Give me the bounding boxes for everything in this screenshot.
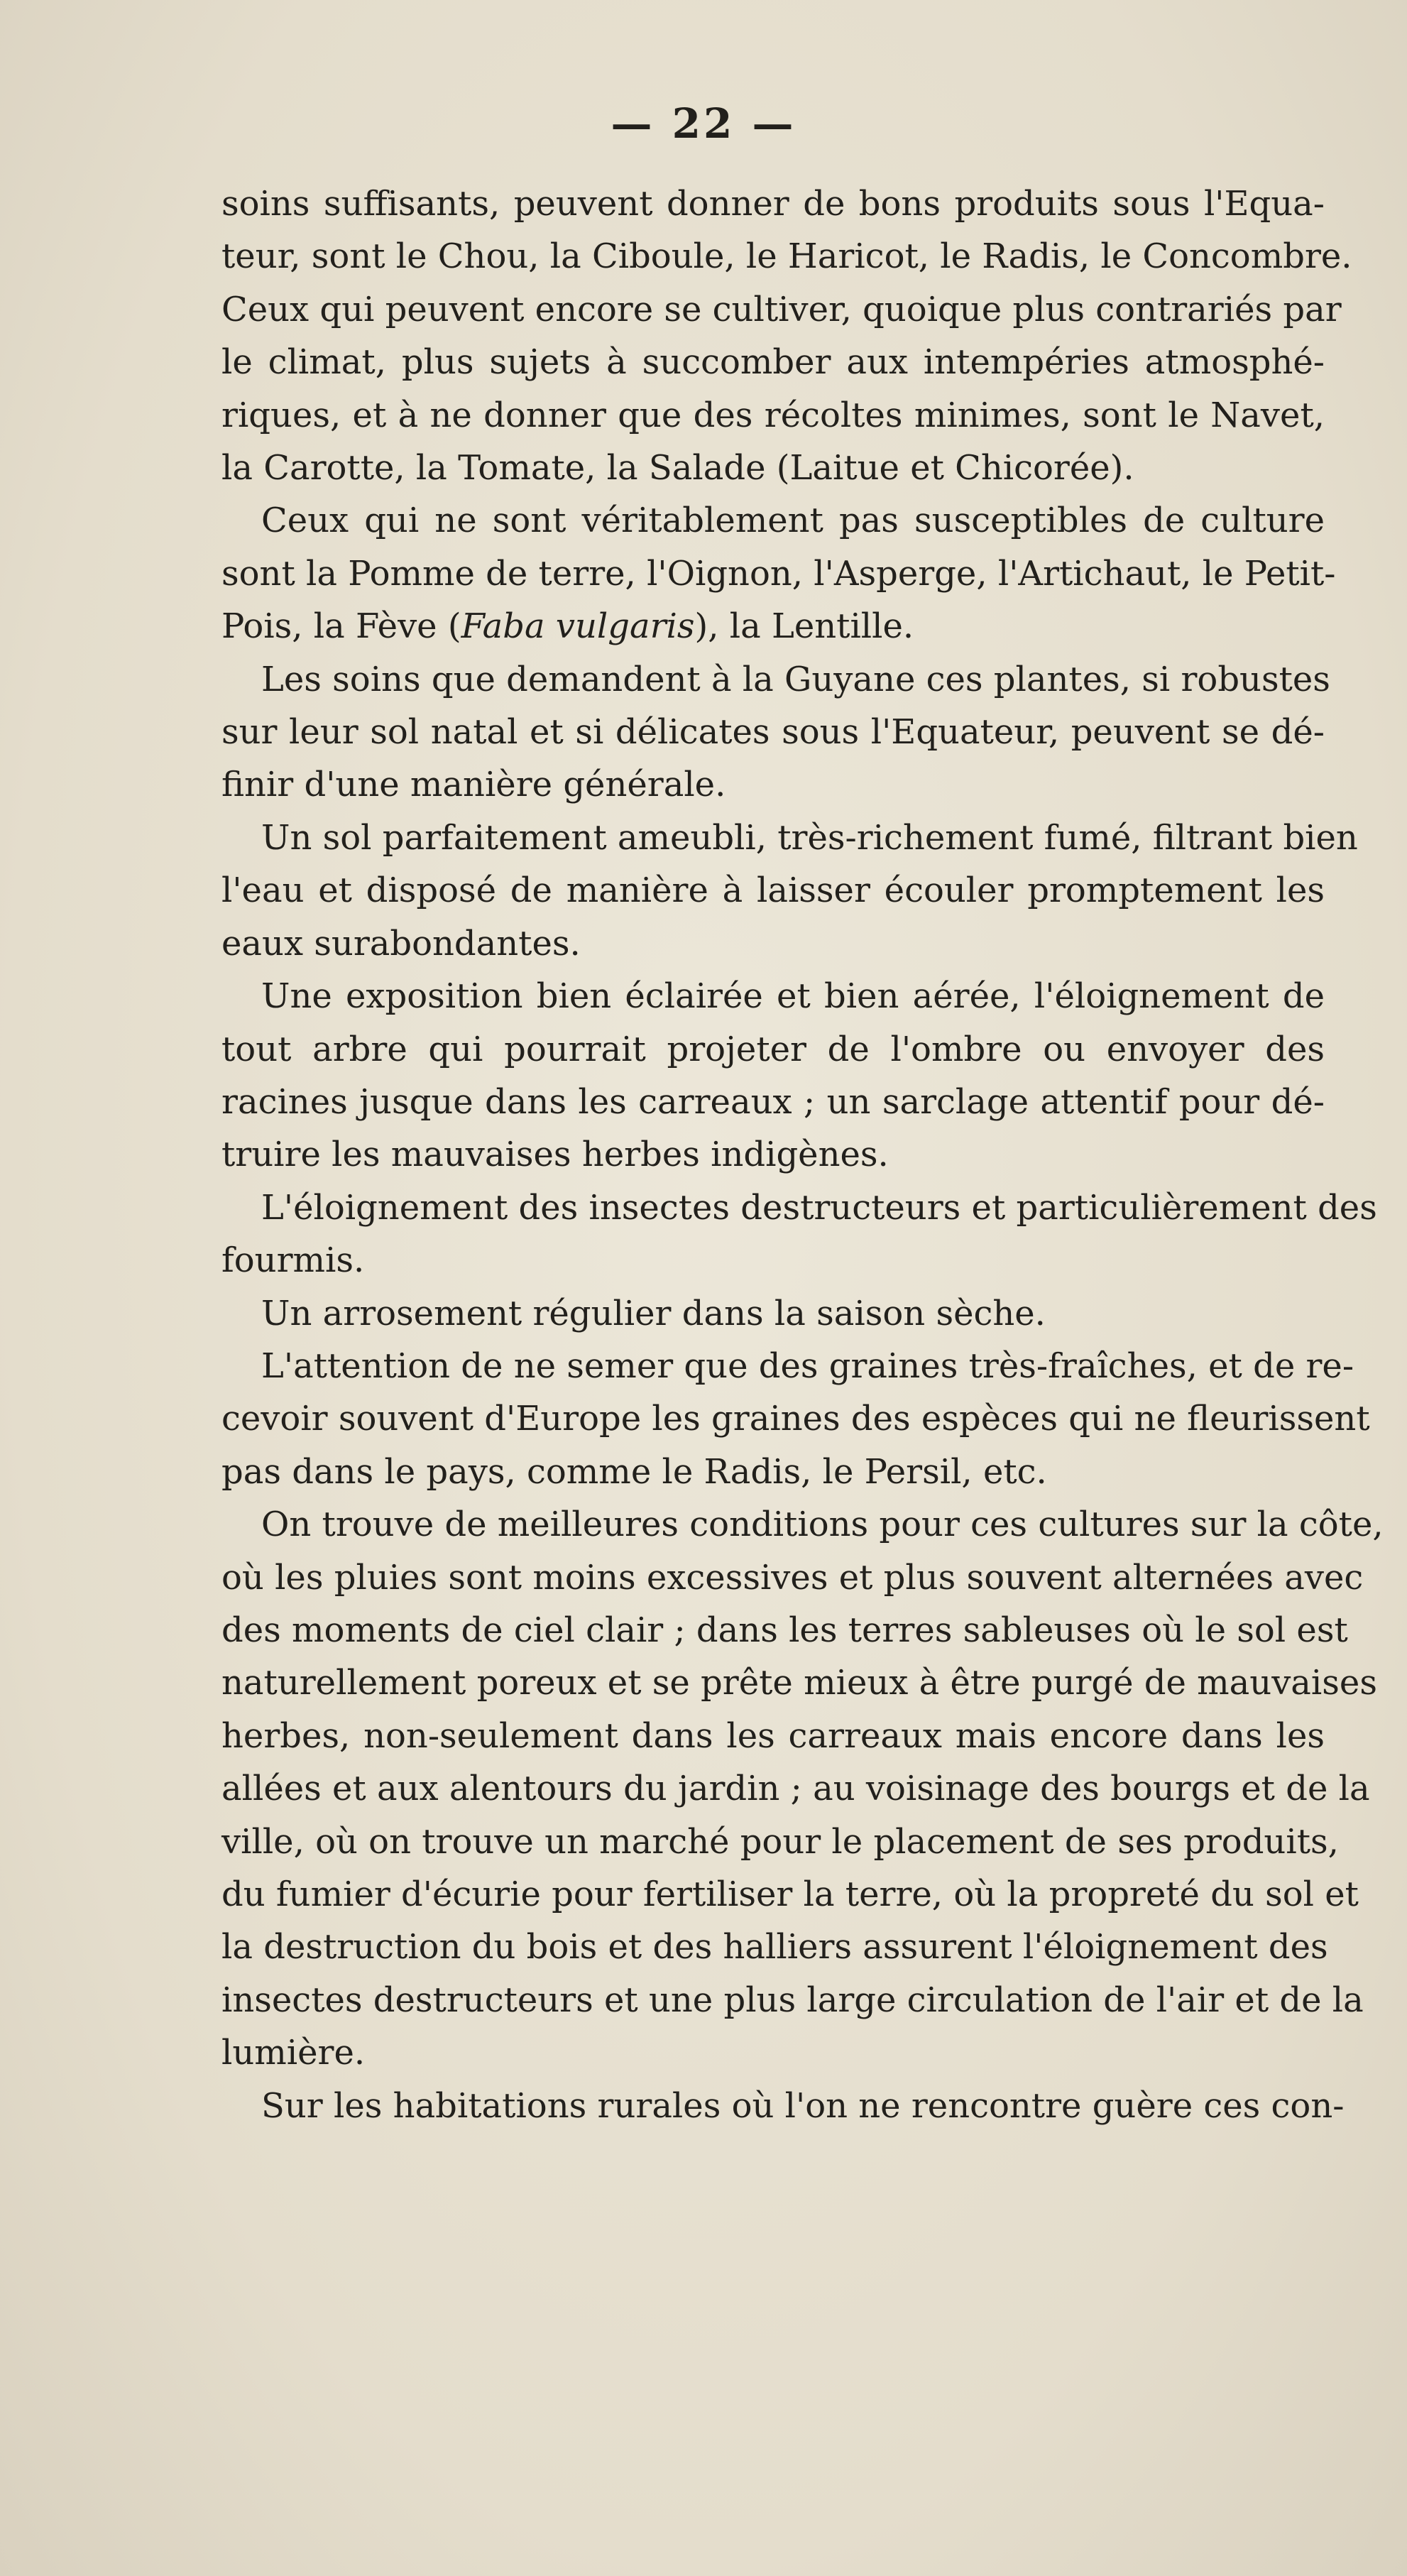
text-line: finir d'une manière générale. [221, 765, 726, 805]
text-line: Ceux qui peuvent encore se cultiver, quoique plus contrariés par [221, 289, 1342, 329]
text-line: Un sol parfaitement ameubli, très-richement fumé, filtrant bien [261, 817, 1358, 858]
paragraph [221, 178, 1352, 494]
text-line: des moments de ciel clair ; dans les terres sableuses où le sol est [221, 1610, 1348, 1650]
text-line: lumière. [221, 2033, 366, 2073]
text-line: herbes, non-seulement dans les carreaux mais encore dans les [221, 1715, 1325, 1756]
text-line: racines jusque dans les carreaux ; un sarclage attentif pour dé- [221, 1081, 1325, 1122]
text-line: Sur les habitations rurales où l'on ne rencontre guère ces con- [261, 2085, 1345, 2126]
text-line: teur, sont le Chou, la Ciboule, le Haricot, le Radis, le Concombre. [221, 236, 1352, 277]
text-line: eaux surabondantes. [221, 923, 581, 964]
text-line: la destruction du bois et des halliers assurent l'éloignement des [221, 1927, 1328, 1968]
text-line: Une exposition bien éclairée et bien aérée, l'éloignement de [261, 976, 1325, 1017]
text-line: Pois, la Fève (Faba vulgaris), la Lentille. [221, 606, 914, 647]
text-line: le climat, plus sujets à succomber aux intempéries atmosphé- [221, 342, 1325, 383]
text-line: l'eau et disposé de manière à laisser écouler promptement les [221, 871, 1325, 911]
body-text [221, 178, 1384, 2132]
text-line: Ceux qui ne sont véritablement pas susceptibles de culture [261, 501, 1325, 541]
text-line: L'éloignement des insectes destructeurs et particulièrement des [261, 1187, 1377, 1228]
text-line: pas dans le pays, comme le Radis, le Persil, etc. [221, 1451, 1047, 1492]
paragraph [221, 1498, 1384, 2079]
text-line: tout arbre qui pourrait projeter de l'ombre ou envoyer des [221, 1029, 1325, 1069]
text-line: L'attention de ne semer que des graines très-fraîches, et de re- [261, 1346, 1354, 1386]
text-line: cevoir souvent d'Europe les graines des espèces qui ne fleurissent [221, 1399, 1370, 1439]
paragraph [221, 812, 1358, 970]
text-line: truire les mauvaises herbes indigènes. [221, 1135, 889, 1175]
text-line: sont la Pomme de terre, l'Oignon, l'Asperge, l'Artichaut, le Petit- [221, 553, 1336, 594]
text-line: allées et aux alentours du jardin ; au voisinage des bourgs et de la [221, 1769, 1370, 1809]
text-line: naturellement poreux et se prête mieux à être purgé de mauvaises [221, 1663, 1377, 1703]
paragraph [221, 494, 1336, 653]
text-line: On trouve de meilleures conditions pour ces cultures sur la côte, [261, 1505, 1384, 1545]
text-line: sur leur sol natal et si délicates sous l'Equateur, peuvent se dé- [221, 712, 1325, 753]
paragraph [221, 2080, 1345, 2132]
paragraph [221, 1340, 1370, 1498]
text-line: insectes destructeurs et une plus large circulation de l'air et de la [221, 1980, 1364, 2020]
text-line: soins suffisants, peuvent donner de bons produits sous l'Equa- [221, 184, 1325, 224]
paragraph [221, 970, 1325, 1181]
text-line: la Carotte, la Tomate, la Salade (Laitue et Chicorée). [221, 448, 1134, 489]
paragraph [221, 1181, 1377, 1287]
text-line: où les pluies sont moins excessives et plus souvent alternées avec [221, 1557, 1364, 1598]
paragraph [221, 653, 1330, 812]
text-line: du fumier d'écurie pour fertiliser la terre, où la propreté du sol et [221, 1874, 1359, 1914]
text-line: Un arrosement régulier dans la saison sèche. [261, 1293, 1046, 1333]
paragraph [221, 1287, 1325, 1340]
text-line: riques, et à ne donner que des récoltes minimes, sont le Navet, [221, 395, 1325, 435]
text-line: fourmis. [221, 1240, 365, 1281]
text-line: ville, où on trouve un marché pour le placement de ses produits, [221, 1821, 1339, 1862]
page-number: — 22 — [611, 99, 796, 148]
text-line: Les soins que demandent à la Guyane ces plantes, si robustes [261, 659, 1330, 699]
